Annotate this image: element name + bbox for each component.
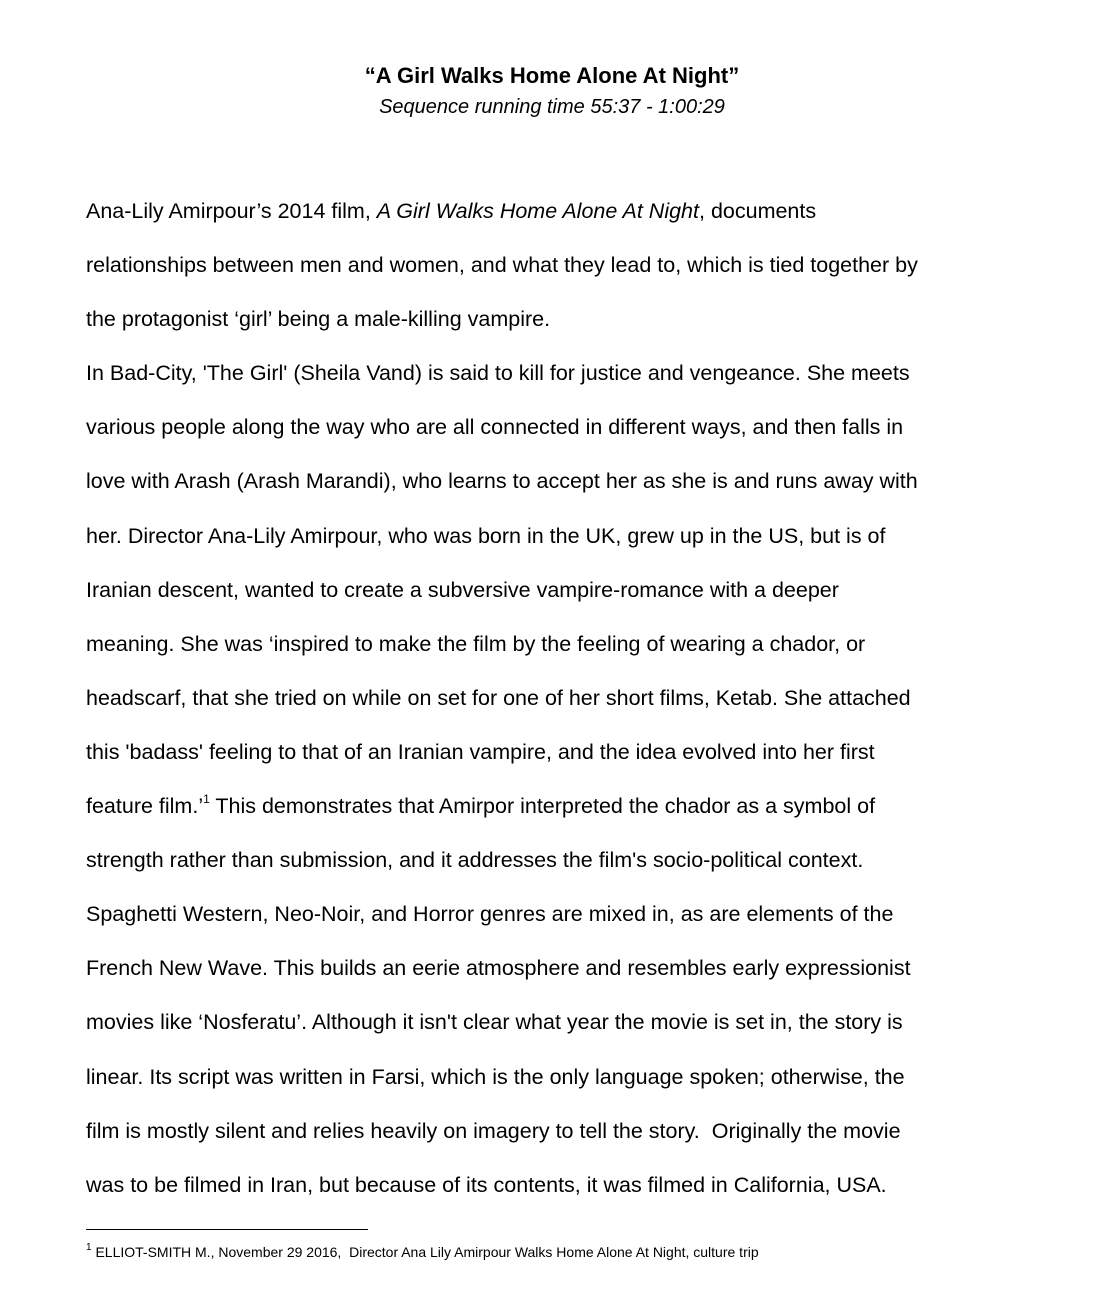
body-line: headscarf, that she tried on while on set for one of her short films, Ketab. She attached <box>86 685 911 710</box>
body-text <box>86 184 1046 1212</box>
footnote <box>86 1242 759 1262</box>
body-line: this 'badass' feeling to that of an Iranian vampire, and the idea evolved into her first <box>86 739 875 764</box>
body-line: love with Arash (Arash Marandi), who learns to accept her as she is and runs away with <box>86 469 918 494</box>
body-text-span: feature film.’ <box>86 794 204 819</box>
body-line: Iranian descent, wanted to create a subversive vampire-romance with a deeper <box>86 577 839 602</box>
body-line <box>86 184 1046 238</box>
body-line: the protagonist ‘girl’ being a male-killing vampire. <box>86 307 551 332</box>
footnote-text: ELLIOT-SMITH M., November 29 2016, Director Ana Lily Amirpour Walks Home Alone At Night, culture trip <box>91 1244 759 1260</box>
body-line: meaning. She was ‘inspired to make the film by the feeling of wearing a chador, or <box>86 631 866 656</box>
footnote-separator <box>86 1229 368 1230</box>
body-text-span: Ana-Lily Amirpour’s 2014 film, <box>86 199 377 223</box>
body-line <box>86 779 1046 833</box>
footnote-number: 1 <box>86 1242 92 1254</box>
body-line: film is mostly silent and relies heavily on imagery to tell the story. Originally the movie <box>86 1118 901 1143</box>
document-subtitle: Sequence running time 55:37 - 1:00:29 <box>379 96 725 118</box>
footnote-reference[interactable]: 1 <box>203 791 210 806</box>
body-text-span: , documents <box>699 199 817 223</box>
document-title: “A Girl Walks Home Alone At Night” <box>364 63 740 88</box>
film-title-italic: A Girl Walks Home Alone At Night <box>376 199 699 223</box>
body-line: linear. Its script was written in Farsi, which is the only language spoken; otherwise, the <box>86 1064 905 1089</box>
body-line: relationships between men and women, and what they lead to, which is tied together by <box>86 253 918 278</box>
body-line: strength rather than submission, and it addresses the film's socio-political context. <box>86 848 864 873</box>
body-line: movies like ‘Nosferatu’. Although it isn't clear what year the movie is set in, the story is <box>86 1010 903 1035</box>
body-line: Spaghetti Western, Neo-Noir, and Horror genres are mixed in, as are elements of the <box>86 902 894 927</box>
body-line: In Bad-City, 'The Girl' (Sheila Vand) is said to kill for justice and vengeance. She meets <box>86 361 910 386</box>
body-line: French New Wave. This builds an eerie atmosphere and resembles early expressionist <box>86 956 911 981</box>
body-text-span: This demonstrates that Amirpor interpreted the chador as a symbol of <box>209 794 876 819</box>
body-line: was to be filmed in Iran, but because of its contents, it was filmed in California, USA. <box>86 1172 887 1197</box>
body-line: her. Director Ana-Lily Amirpour, who was born in the UK, grew up in the US, but is of <box>86 523 886 548</box>
body-line: various people along the way who are all connected in different ways, and then falls in <box>86 415 904 440</box>
